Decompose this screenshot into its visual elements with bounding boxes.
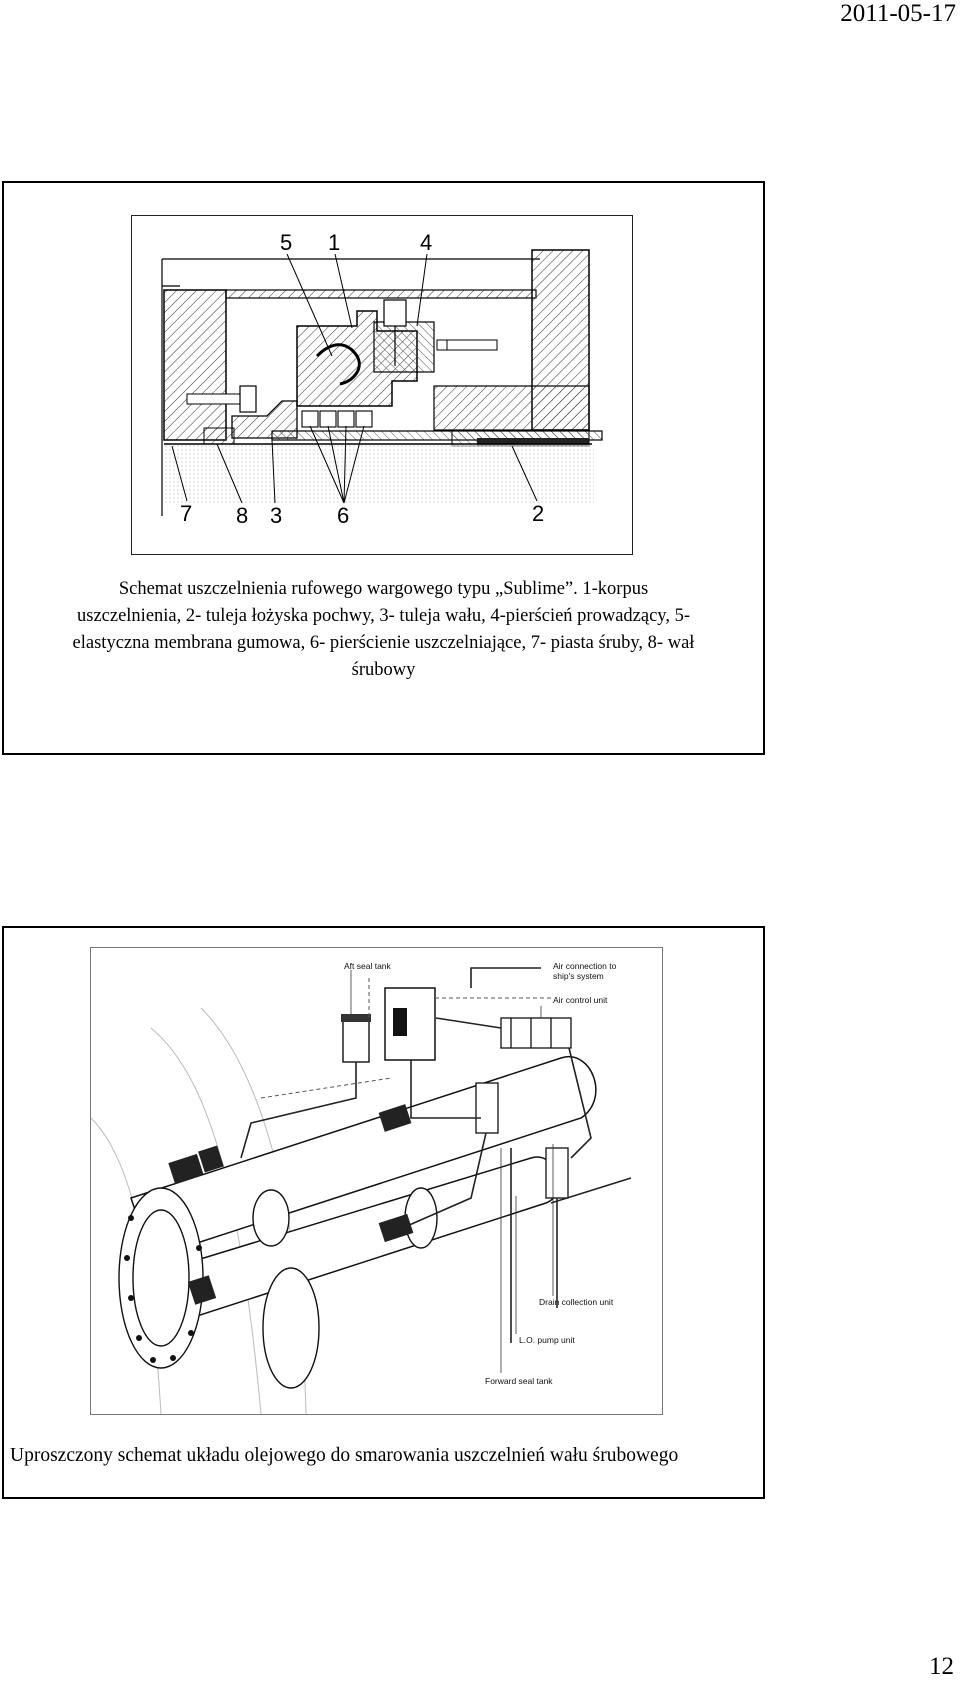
label-drain-collection-unit: Drain collection unit [539,1297,614,1307]
label-lo-pump-unit: L.O. pump unit [519,1335,575,1345]
label-forward-seal-tank: Forward seal tank [485,1376,553,1386]
label-8: 8 [236,503,249,528]
slide-oil-system-schematic [2,926,765,1499]
slide1-caption [4,576,763,684]
label-7: 7 [180,501,193,526]
label-aft-seal-tank: Aft seal tank [344,961,391,971]
label-3: 3 [270,503,283,528]
label-5: 5 [280,230,293,255]
caption-line: Schemat uszczelnienia rufowego wargowego typu „Sublime”. 1-korpus [118,579,649,599]
slide-stern-seal-schematic [2,181,765,755]
caption-line: śrubowy [351,660,416,680]
label-6: 6 [337,503,350,528]
caption-line: elastyczna membrana gumowa, 6- pierścienie uszczelniające, 7- piasta śruby, 8- wał [72,633,695,653]
page-number: 12 [929,1653,954,1680]
label-air-connection: Air connection to [553,961,617,971]
oil-lubrication-system-drawing [90,947,663,1415]
header-date: 2011-05-17 [840,0,956,27]
label-2: 2 [532,501,545,526]
label-1: 1 [328,230,341,255]
stern-seal-cross-section-drawing [131,215,633,555]
caption-line: uszczelnienia, 2- tuleja łożyska pochwy, 3- tuleja wału, 4-pierścień prowadzący, 5- [77,606,690,626]
label-air-control-unit: Air control unit [553,995,608,1005]
label-air-connection-2: ship's system [553,971,604,981]
slide2-caption: Uproszczony schemat układu olejowego do smarowania uszczelnień wału śrubowego [10,1445,679,1466]
label-4: 4 [420,230,433,255]
